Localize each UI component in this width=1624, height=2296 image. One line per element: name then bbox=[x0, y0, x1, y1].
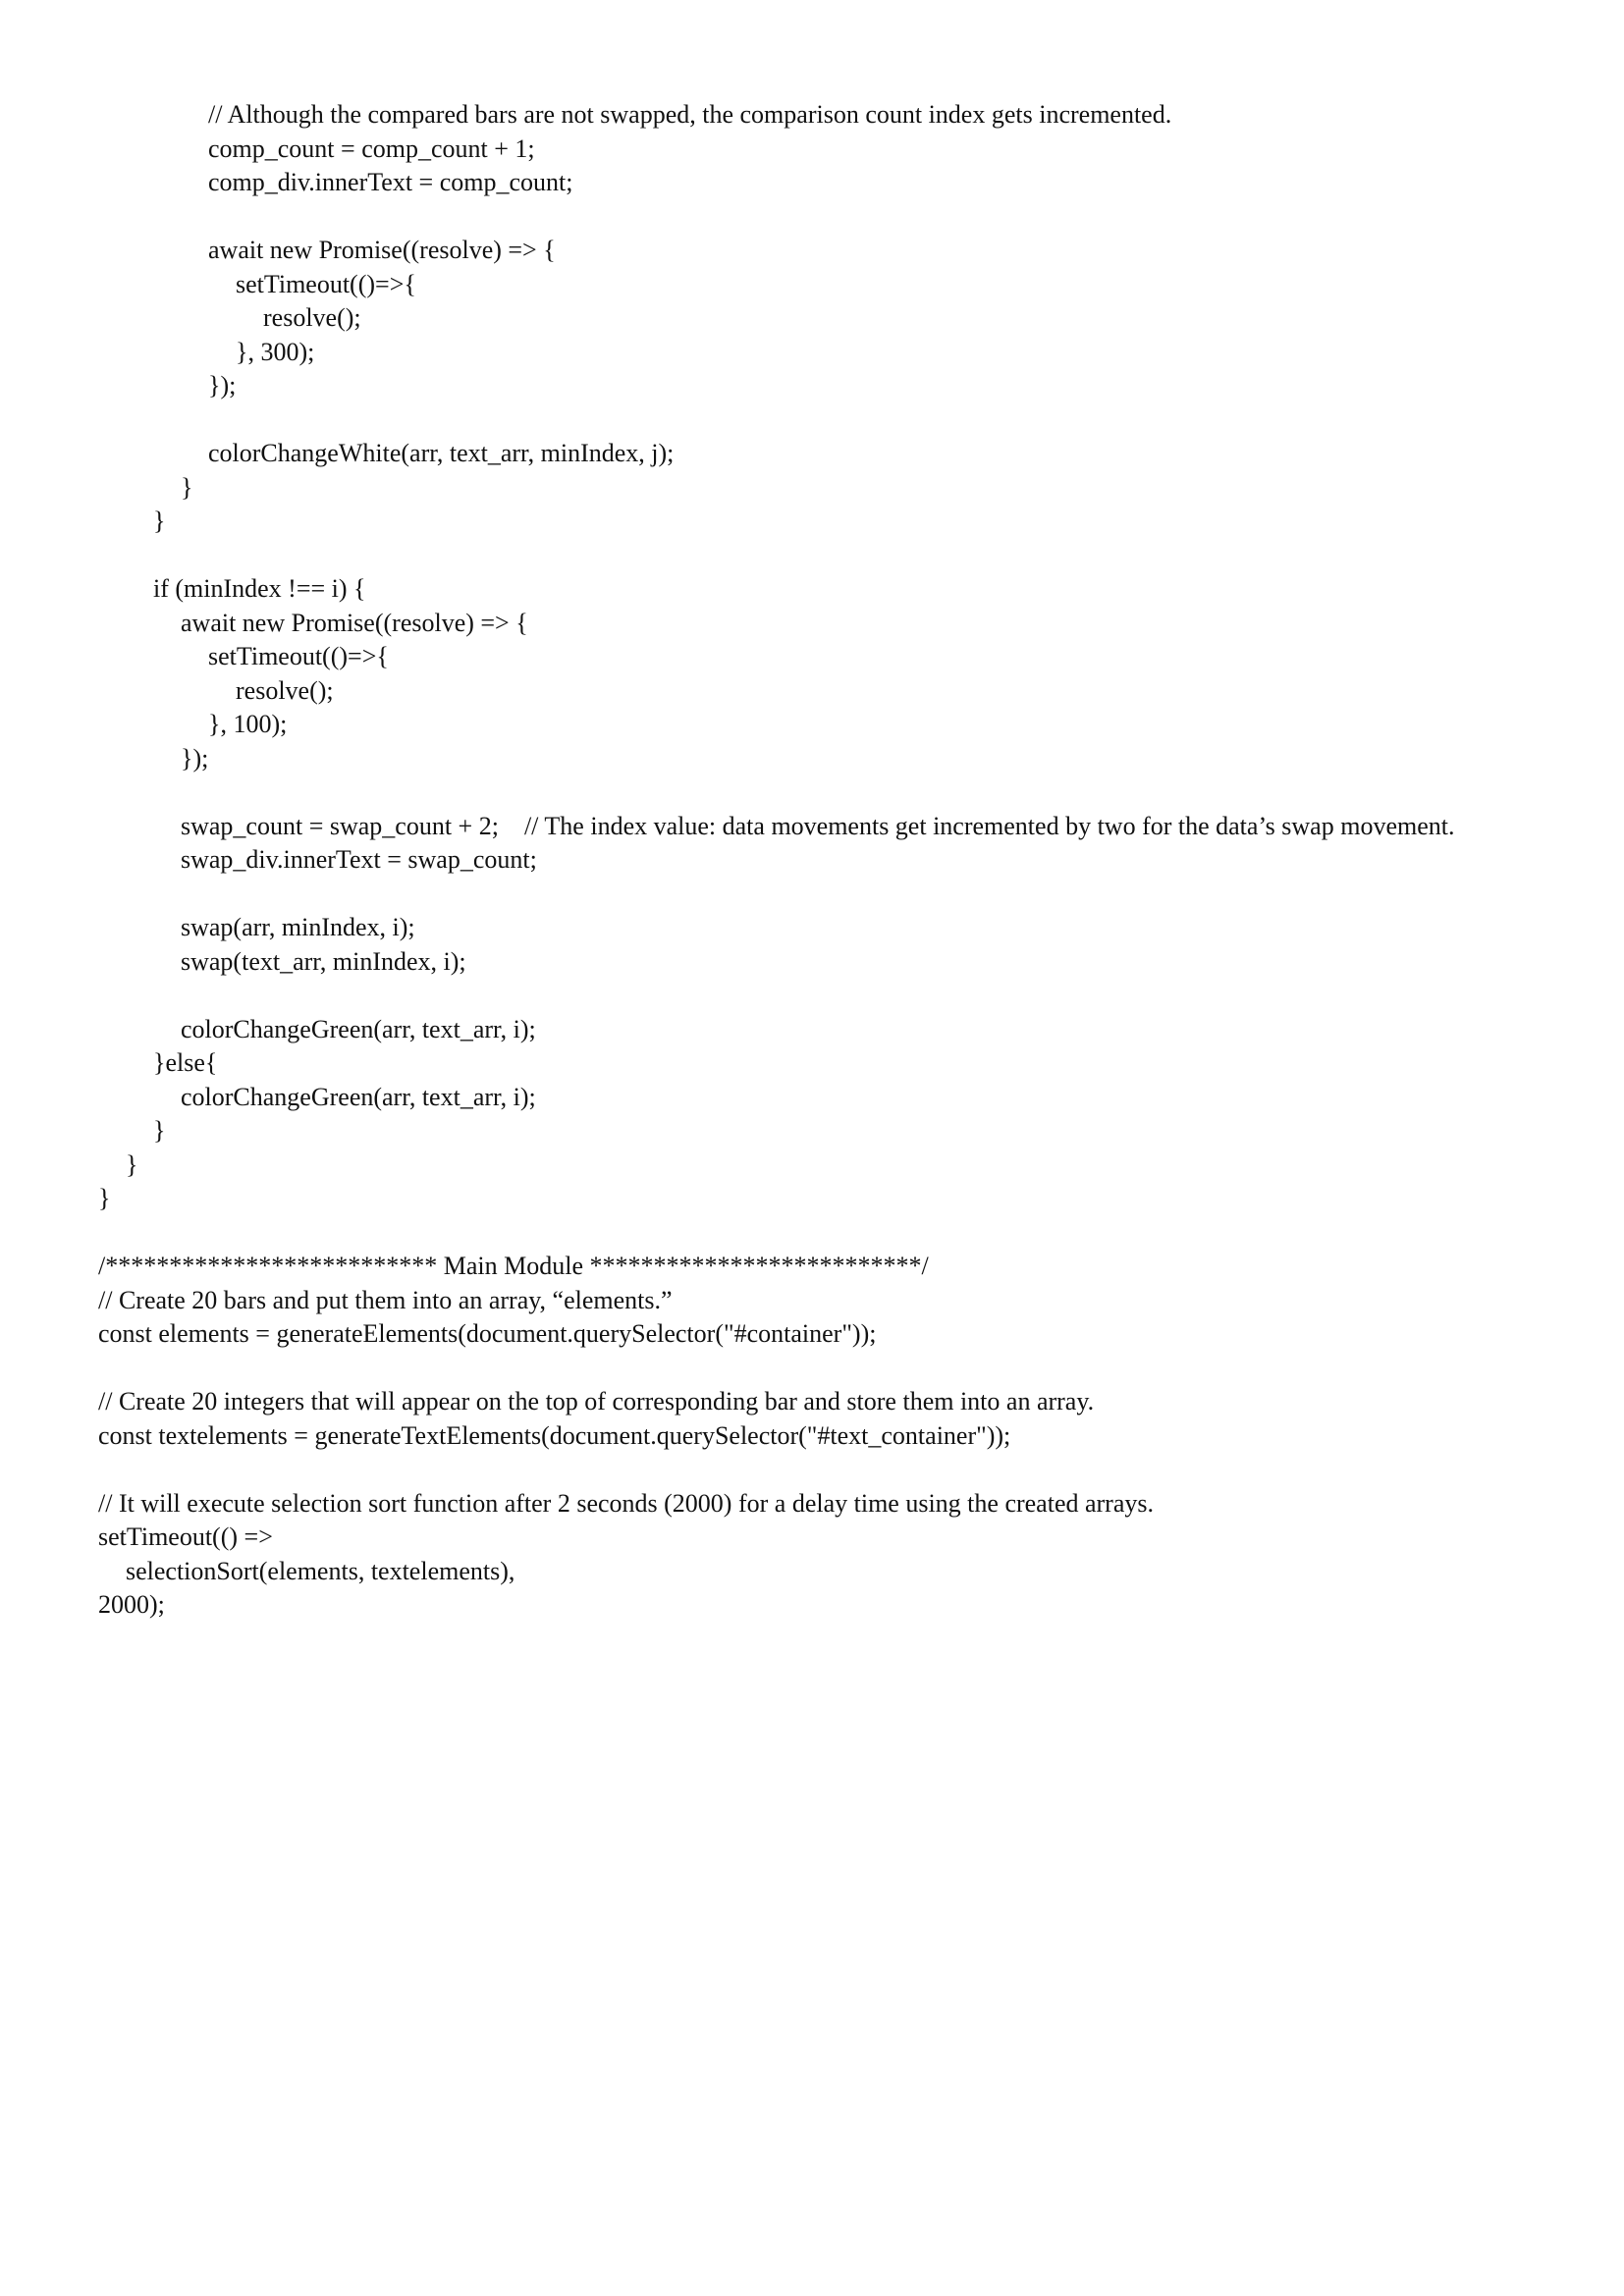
code-line: setTimeout(()=>{ bbox=[236, 269, 416, 298]
code-listing bbox=[98, 98, 1591, 1623]
code-line: if (minIndex !== i) { bbox=[153, 574, 366, 603]
code-line: } bbox=[153, 1116, 166, 1145]
section-header-comment: /************************** Main Module **************************/ bbox=[98, 1252, 929, 1280]
blank-line bbox=[98, 1352, 1591, 1386]
code-line: setTimeout(()=>{ bbox=[208, 642, 389, 670]
code-line: await new Promise((resolve) => { bbox=[181, 608, 528, 637]
code-line: swap(arr, minIndex, i); bbox=[181, 913, 415, 941]
code-line: const textelements = generateTextElements(document.querySelector("#text_container")); bbox=[98, 1420, 1011, 1450]
code-line: }); bbox=[181, 743, 209, 773]
code-line: } bbox=[126, 1149, 138, 1179]
code-line: comp_div.innerText = comp_count; bbox=[208, 168, 573, 196]
code-line: } bbox=[153, 507, 166, 535]
code-line: resolve(); bbox=[236, 675, 334, 705]
code-line: swap(text_arr, minIndex, i); bbox=[181, 946, 466, 976]
code-line: resolve(); bbox=[263, 303, 361, 332]
code-line: 2000); bbox=[98, 1590, 165, 1619]
code-line: comp_count = comp_count + 1; bbox=[208, 133, 535, 163]
code-line: colorChangeGreen(arr, text_arr, i); bbox=[181, 1082, 536, 1111]
code-line: // It will execute selection sort function after 2 seconds (2000) for a delay time using the created arrays. bbox=[98, 1488, 1155, 1518]
code-line: } bbox=[181, 472, 193, 502]
code-line: // Create 20 bars and put them into an array, “elements.” bbox=[98, 1285, 673, 1314]
code-line: await new Promise((resolve) => { bbox=[208, 236, 556, 264]
blank-line bbox=[98, 1216, 1591, 1251]
code-line: swap_count = swap_count + 2; // The index value: data movements get incremented by two for the data’s swap movement. bbox=[181, 811, 1455, 840]
code-line: swap_div.innerText = swap_count; bbox=[181, 845, 537, 874]
code-line: colorChangeGreen(arr, text_arr, i); bbox=[181, 1014, 536, 1043]
blank-line bbox=[98, 878, 1591, 912]
code-line: const elements = generateElements(document.querySelector("#container")); bbox=[98, 1319, 877, 1348]
code-line: }); bbox=[208, 371, 237, 400]
blank-line bbox=[98, 1453, 1591, 1487]
code-line: }, 300); bbox=[236, 337, 315, 366]
code-line: }else{ bbox=[153, 1048, 218, 1077]
blank-line bbox=[98, 403, 1591, 438]
blank-line bbox=[98, 775, 1591, 810]
blank-line bbox=[98, 200, 1591, 235]
code-line: selectionSort(elements, textelements), bbox=[126, 1556, 515, 1585]
blank-line bbox=[98, 979, 1591, 1013]
code-line: // Create 20 integers that will appear on the top of corresponding bar and store them into an array. bbox=[98, 1387, 1095, 1415]
code-line: colorChangeWhite(arr, text_arr, minIndex, j); bbox=[208, 439, 675, 467]
code-line: }, 100); bbox=[208, 710, 288, 738]
code-line: } bbox=[98, 1184, 111, 1212]
code-line: // Although the compared bars are not swapped, the comparison count index gets incremented. bbox=[208, 100, 1172, 129]
blank-line bbox=[98, 539, 1591, 573]
code-line: setTimeout(() => bbox=[98, 1522, 273, 1551]
